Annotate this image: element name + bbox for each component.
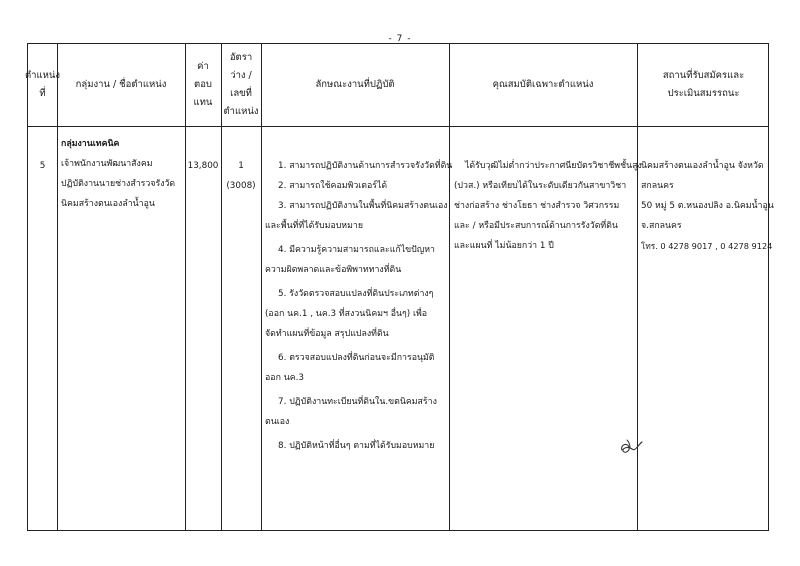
duty-line: 8. ปฏิบัติหน้าที่อื่นๆ ตามที่ได้รับมอบหมาย	[278, 441, 435, 451]
header-qualification: คุณสมบัติเฉพาะตำแหน่ง	[492, 79, 594, 90]
header-divider	[28, 126, 768, 127]
duty-line: 1. สามารถปฏิบัติงานด้านการสำรวจรังวัดที่ดิน	[278, 161, 453, 171]
qualification-line: ช่างก่อสร้าง ช่างโยธา ช่างสำรวจ วิศวกรรม	[454, 201, 620, 211]
location-line: 50 หมู่ 5 ต.หนองปลิง อ.นิคมน้ำอูน	[641, 201, 774, 211]
header-vacancy: อัตรา ว่าง / เลขที่ ตำแหน่ง	[223, 52, 259, 117]
header-pay: ค่า ตอบ แทน	[193, 61, 213, 108]
pay-value: 13,800	[187, 161, 219, 171]
position-title-line: เจ้าพนักงานพัฒนาสังคม	[61, 159, 153, 169]
duty-line: 5. รังวัดตรวจสอบแปลงที่ดินประเภทต่างๆ	[278, 289, 434, 299]
duty-line: 3. สามารถปฏิบัติงานในพื้นที่นิคมสร้างตนเอง	[278, 201, 448, 211]
header-location: สถานที่รับสมัครและ ประเมินสมรรถนะ	[662, 70, 745, 99]
duty-line: ตนเอง	[265, 417, 290, 427]
qualification-line: และ / หรือมีประสบการณ์ด้านการรังวัดที่ดิน	[454, 221, 618, 231]
duty-line: 2. สามารถใช้คอมพิวเตอร์ได้	[278, 181, 388, 191]
duty-line: ความผิดพลาดและข้อพิพาททางที่ดิน	[265, 265, 402, 275]
duty-line: 7. ปฏิบัติงานทะเบียนที่ดินใน.ขตนิคมสร้าง	[278, 397, 437, 407]
header-group-title: กลุ่มงาน / ชื่อตำแหน่ง	[75, 79, 167, 90]
duty-line: จัดทำแผนที่ข้อมูล สรุปแปลงที่ดิน	[265, 329, 389, 339]
position-title-line: นิคมสร้างตนเองลำน้ำอูน	[61, 199, 155, 209]
position-title-line: ปฏิบัติงานนายช่างสำรวจรังวัด	[61, 179, 176, 189]
qualification-line: และแผนที่ ไม่น้อยกว่า 1 ปี	[454, 241, 554, 251]
page-number: - 7 -	[388, 34, 412, 44]
duty-line: ออก นค.3	[265, 373, 304, 383]
qualification-line: ได้รับวุฒิไม่ต่ำกว่าประกาศนียบัตรวิชาชีพชั้นสูง	[465, 161, 642, 171]
header-position-no: ตำแหน่ง ที่	[24, 70, 61, 99]
position-number: 5	[39, 161, 46, 171]
location-line: จ.สกลนคร	[641, 221, 682, 231]
vacancy-count: 1	[238, 161, 244, 171]
location-line: สกลนคร	[641, 181, 674, 191]
duty-line: 6. ตรวจสอบแปลงที่ดินก่อนจะมีการอนุมัติ	[278, 353, 435, 363]
group-name: กลุ่มงานเทคนิค	[61, 139, 120, 149]
vacancy-id: (3008)	[226, 181, 256, 191]
signature-mark	[618, 436, 644, 458]
header-duties: ลักษณะงานที่ปฏิบัติ	[315, 79, 395, 90]
duty-line: และพื้นที่ที่ได้รับมอบหมาย	[265, 221, 363, 231]
duty-line: (ออก นค.1 , นค.3 ที่สงวนนิคมฯ อื่นๆ) เพื่อ	[265, 309, 428, 319]
recruitment-table	[24, 43, 774, 531]
duty-line: 4. มีความรู้ความสามารถและแก้ไขปัญหา	[278, 245, 435, 255]
location-line: นิคมสร้างตนเองลำน้ำอูน จังหวัด	[641, 161, 764, 171]
qualification-line: (ปวส.) หรือเทียบได้ในระดับเดียวกันสาขาวิชา	[454, 181, 627, 191]
location-line: โทร. 0 4278 9017 , 0 4278 9124	[641, 241, 773, 251]
